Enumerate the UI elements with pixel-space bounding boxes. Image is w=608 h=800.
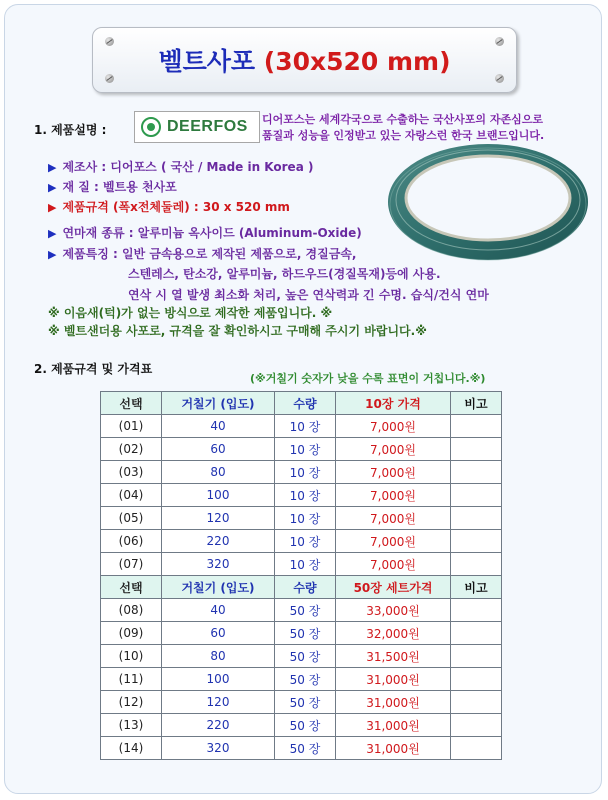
table-row [101,415,502,438]
section2-heading: 2. 제품규격 및 가격표 [34,362,153,376]
header-qty: 수량 [275,392,336,415]
cell-qty: 10 장 [275,530,336,553]
triangle-bullet-icon: ▶ [48,181,57,194]
cell-qty: 50 장 [275,599,336,622]
cell-qty: 10 장 [275,461,336,484]
cell-qty: 50 장 [275,691,336,714]
table-row [101,507,502,530]
cell-price: 31,000원 [336,714,451,737]
grit-note: (※거칠기 숫자가 낮을 수록 표면이 거칩니다.※) [250,372,486,385]
table-row [101,599,502,622]
table-row [101,737,502,760]
cell-remark [451,691,502,714]
cell-grit: 220 [162,530,275,553]
cell-select: (13) [101,714,162,737]
cell-grit: 120 [162,507,275,530]
header-remark: 비고 [451,392,502,415]
header-price: 50장 세트가격 [336,576,451,599]
cell-grit: 120 [162,691,275,714]
cell-grit: 60 [162,438,275,461]
table-row [101,622,502,645]
cell-remark [451,645,502,668]
spec-feature-line-3: 연삭 시 열 발생 최소화 처리, 높은 연삭력과 긴 수명. 습식/건식 연마 [128,288,489,302]
cell-select: (08) [101,599,162,622]
table-row [101,438,502,461]
cell-price: 33,000원 [336,599,451,622]
cell-grit: 220 [162,714,275,737]
intro-line-1: 디어포스는 세계각국으로 수출하는 국산사포의 자존심으로 [262,113,543,126]
cell-price: 32,000원 [336,622,451,645]
cell-price: 31,000원 [336,668,451,691]
cell-price: 7,000원 [336,461,451,484]
cell-select: (02) [101,438,162,461]
table-row [101,645,502,668]
product-size: (30x520 mm) [263,47,451,76]
cell-remark [451,622,502,645]
table-row [101,484,502,507]
cell-qty: 50 장 [275,622,336,645]
cell-price: 7,000원 [336,415,451,438]
spec-maker: ▶ 제조사 : 디어포스 ( 국산 / Made in Korea ) [48,160,314,174]
cell-select: (05) [101,507,162,530]
cell-remark [451,415,502,438]
cell-remark [451,737,502,760]
cell-grit: 320 [162,737,275,760]
cell-select: (07) [101,553,162,576]
table-header-row [101,392,502,415]
table-row [101,668,502,691]
cell-remark [451,599,502,622]
cell-grit: 80 [162,461,275,484]
cell-price: 7,000원 [336,484,451,507]
cell-qty: 50 장 [275,645,336,668]
header-select: 선택 [101,392,162,415]
note-seamless: ※ 이음새(턱)가 없는 방식으로 제작한 제품입니다. ※ [48,306,333,320]
cell-select: (11) [101,668,162,691]
triangle-bullet-icon: ▶ [48,248,57,261]
cell-grit: 40 [162,599,275,622]
cell-select: (03) [101,461,162,484]
cell-qty: 10 장 [275,484,336,507]
triangle-bullet-icon: ▶ [48,201,57,214]
header-remark: 비고 [451,576,502,599]
cell-grit: 40 [162,415,275,438]
header-select: 선택 [101,576,162,599]
cell-price: 7,000원 [336,530,451,553]
cell-qty: 50 장 [275,714,336,737]
cell-grit: 320 [162,553,275,576]
cell-select: (10) [101,645,162,668]
cell-qty: 10 장 [275,553,336,576]
cell-remark [451,530,502,553]
cell-remark [451,668,502,691]
spec-material: ▶ 재 질 : 벨트용 천사포 [48,180,177,194]
cell-remark [451,714,502,737]
intro-line-2: 품질과 성능을 인정받고 있는 자랑스런 한국 브랜드입니다. [262,129,545,142]
spec-size: ▶ 제품규격 (폭x전체둘레) : 30 x 520 mm [48,200,290,214]
spec-feature: ▶ 제품특징 : 일반 금속용으로 제작된 제품으로, 경질금속, [48,247,357,261]
cell-price: 7,000원 [336,438,451,461]
cell-remark [451,461,502,484]
cell-select: (06) [101,530,162,553]
triangle-bullet-icon: ▶ [48,227,57,240]
cell-price: 7,000원 [336,553,451,576]
cell-price: 31,000원 [336,737,451,760]
cell-remark [451,438,502,461]
cell-remark [451,507,502,530]
cell-remark [451,484,502,507]
cell-select: (14) [101,737,162,760]
cell-qty: 50 장 [275,737,336,760]
sanding-belt-image [378,132,588,282]
cell-grit: 80 [162,645,275,668]
cell-qty: 10 장 [275,438,336,461]
table-row [101,714,502,737]
cell-grit: 60 [162,622,275,645]
cell-qty: 50 장 [275,668,336,691]
note-check-size: ※ 벨트샌더용 사포로, 규격을 잘 확인하시고 구매해 주시기 바랍니다.※ [48,324,427,338]
title-banner [92,27,517,93]
spec-abrasive: ▶ 연마재 종류 : 알루미늄 옥사이드 (Aluminum-Oxide) [48,226,362,240]
header-grit: 거칠기 (입도) [162,576,275,599]
cell-price: 31,000원 [336,691,451,714]
header-price: 10장 가격 [336,392,451,415]
page-title [93,42,516,78]
header-qty: 수량 [275,576,336,599]
cell-grit: 100 [162,484,275,507]
table-row [101,553,502,576]
cell-grit: 100 [162,668,275,691]
header-grit: 거칠기 (입도) [162,392,275,415]
cell-select: (12) [101,691,162,714]
spec-feature-line-2: 스텐레스, 탄소강, 알루미늄, 하드우드(경질목재)등에 사용. [128,267,441,281]
table-row [101,691,502,714]
table-row [101,461,502,484]
cell-price: 7,000원 [336,507,451,530]
logo-text: DEERFOS [167,118,248,135]
section1-heading: 1. 제품설명 : [34,123,107,137]
deerfos-mark-icon [141,117,161,137]
price-table [100,391,502,760]
cell-qty: 10 장 [275,507,336,530]
cell-select: (09) [101,622,162,645]
cell-price: 31,500원 [336,645,451,668]
cell-qty: 10 장 [275,415,336,438]
cell-remark [451,553,502,576]
triangle-bullet-icon: ▶ [48,161,57,174]
table-row [101,530,502,553]
cell-select: (04) [101,484,162,507]
cell-select: (01) [101,415,162,438]
deerfos-logo [134,111,260,143]
product-name: 벨트사포 [158,47,256,76]
table-header-row [101,576,502,599]
